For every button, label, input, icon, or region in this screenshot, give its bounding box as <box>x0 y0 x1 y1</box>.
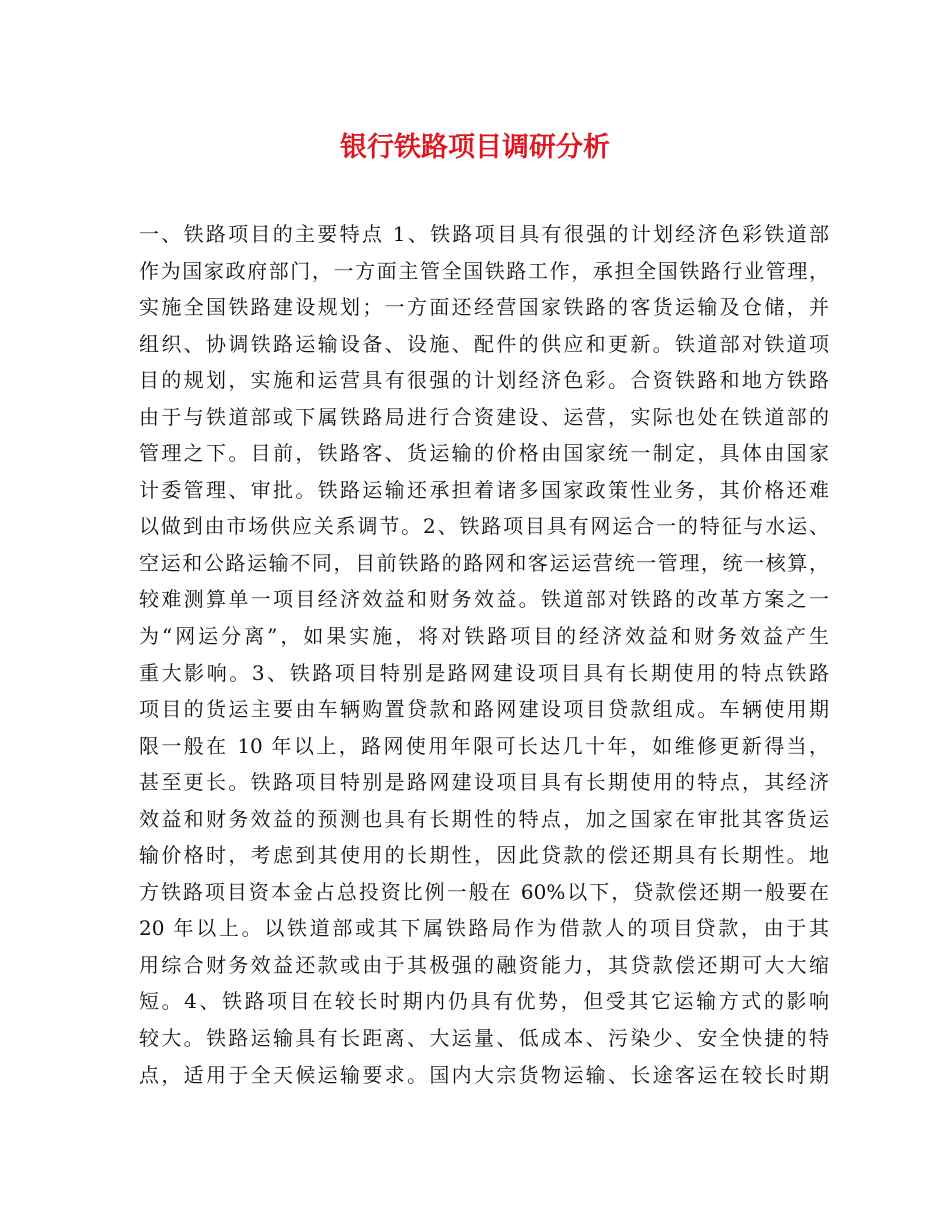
body-text-line: 较难测算单一项目经济效益和财务效益。铁道部对铁路的改革方案之一 <box>139 587 829 612</box>
body-text-line: 空运和公路运输不同，目前铁路的路网和客运运营统一管理，统一核算， <box>139 550 829 575</box>
body-text-line: 以做到由市场供应关系调节。2、铁路项目具有网运合一的特征与水运、 <box>139 514 829 539</box>
body-text-line: 短。4、铁路项目在较长时期内仍具有优势，但受其它运输方式的影响 <box>139 989 829 1014</box>
body-text-line: 用综合财务效益还款或由于其极强的融资能力，其贷款偿还期可大大缩 <box>139 952 829 977</box>
body-text-line: 项目的货运主要由车辆购置贷款和路网建设项目贷款组成。车辆使用期 <box>139 697 829 722</box>
body-text-line: 目的规划，实施和运营具有很强的计划经济色彩。合资铁路和地方铁路 <box>139 368 829 393</box>
document-body <box>139 216 829 1093</box>
body-text-line: 20 年以上。以铁道部或其下属铁路局作为借款人的项目贷款，由于其 <box>139 916 829 941</box>
body-text-line: 效益和财务效益的预测也具有长期性的特点，加之国家在审批其客货运 <box>139 806 829 831</box>
body-text-line: 甚至更长。铁路项目特别是路网建设项目具有长期使用的特点，其经济 <box>139 770 829 795</box>
body-text-line: 重大影响。3、铁路项目特别是路网建设项目具有长期使用的特点铁路 <box>139 660 829 685</box>
document-title: 银行铁路项目调研分析 <box>340 132 610 163</box>
body-text-line: 一、铁路项目的主要特点 1、铁路项目具有很强的计划经济色彩铁道部 <box>139 222 829 246</box>
body-text-line: 管理之下。目前，铁路客、货运输的价格由国家统一制定，具体由国家 <box>139 441 829 466</box>
body-text-line: 较大。铁路运输具有长距离、大运量、低成本、污染少、安全快捷的特 <box>139 1026 829 1051</box>
body-text-line: 作为国家政府部门，一方面主管全国铁路工作，承担全国铁路行业管理， <box>139 258 829 283</box>
body-text-line: 组织、协调铁路运输设备、设施、配件的供应和更新。铁道部对铁道项 <box>139 331 829 356</box>
body-text-line: 为“网运分离”，如果实施，将对铁路项目的经济效益和财务效益产生 <box>139 624 829 649</box>
body-text-line: 限一般在 10 年以上，路网使用年限可长达几十年，如维修更新得当， <box>139 733 829 758</box>
body-text-line: 计委管理、审批。铁路运输还承担着诸多国家政策性业务，其价格还难 <box>139 477 829 502</box>
body-text-line: 实施全国铁路建设规划；一方面还经营国家铁路的客货运输及仓储，并 <box>139 295 829 320</box>
body-text-line: 由于与铁道部或下属铁路局进行合资建设、运营，实际也处在铁道部的 <box>139 404 829 429</box>
body-text-line: 输价格时，考虑到其使用的长期性，因此贷款的偿还期具有长期性。地 <box>139 843 829 868</box>
body-text-line: 方铁路项目资本金占总投资比例一般在 60%以下，贷款偿还期一般要在 <box>139 879 829 904</box>
body-text-line: 点，适用于全天候运输要求。国内大宗货物运输、长途客运在较长时期 <box>139 1062 829 1087</box>
